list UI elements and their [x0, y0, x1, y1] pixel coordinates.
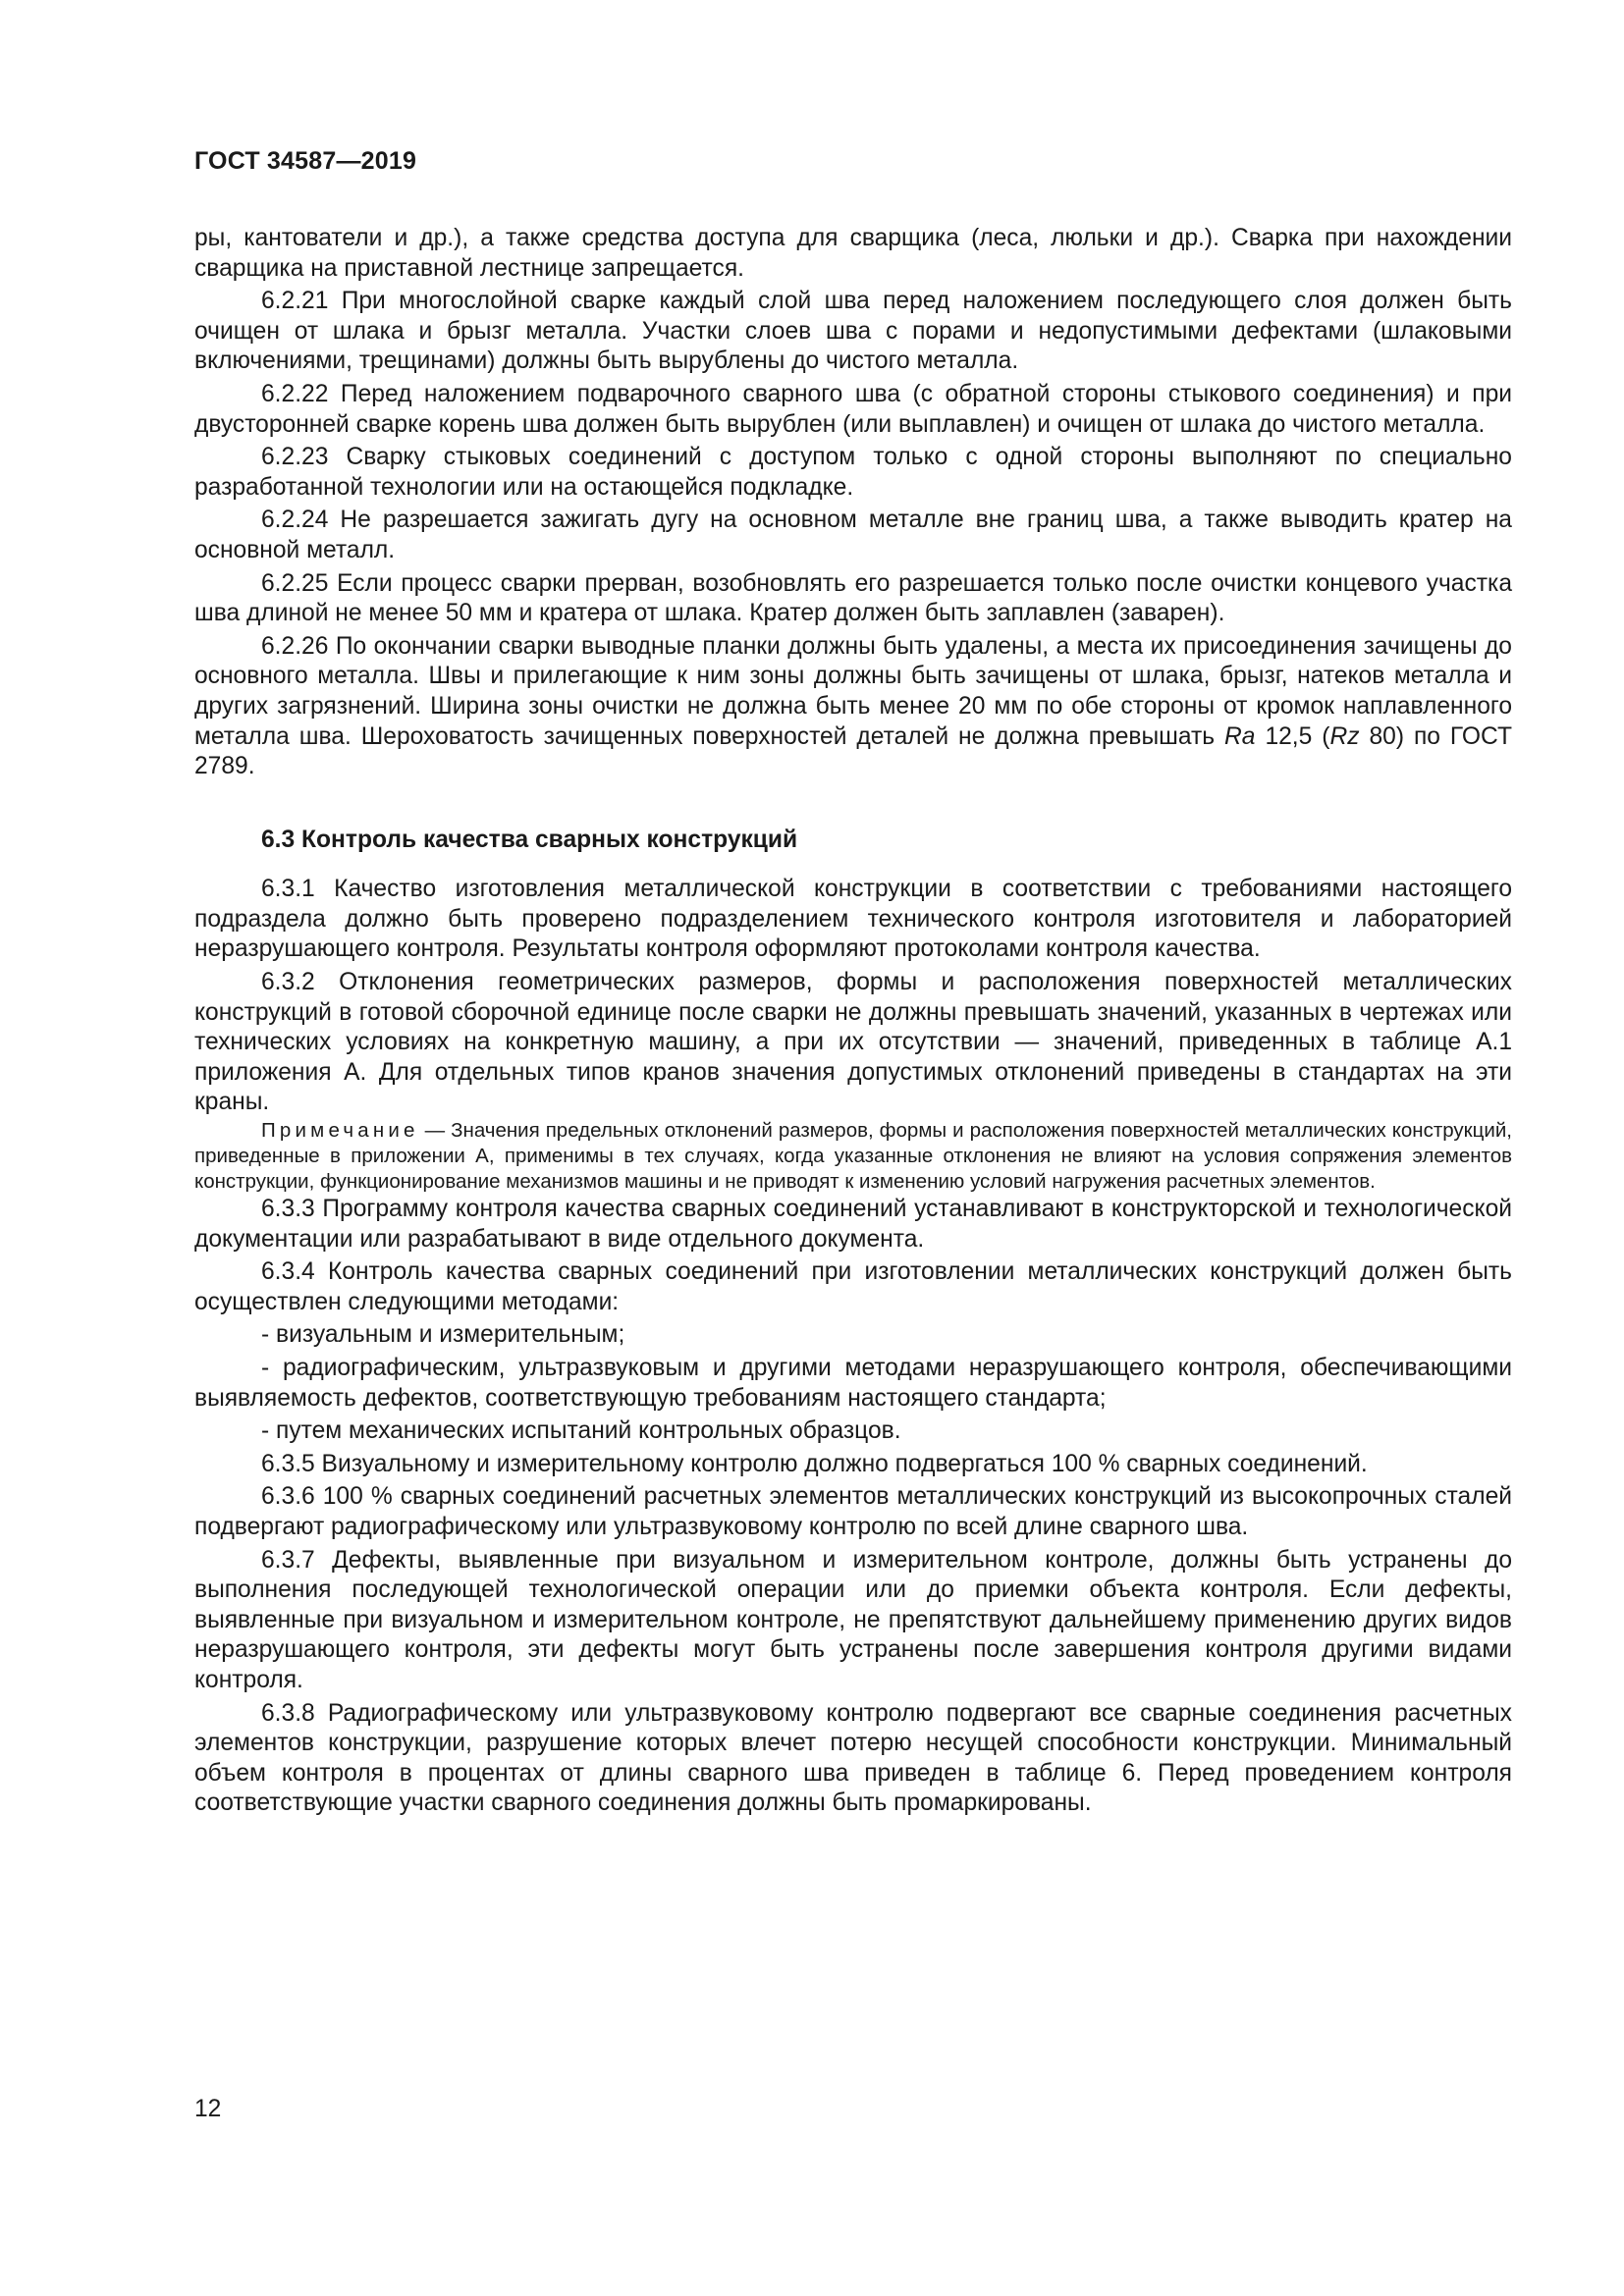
clause-text: Визуальному и измерительному контролю должно подвергаться 100 % сварных соединений.: [321, 1450, 1368, 1477]
clause-number: 6.3.5: [261, 1450, 315, 1477]
clause-text: Если процесс сварки прерван, возобновлять его разрешается только после очистки концевого участка шва длиной не менее 50 мм и кратера от шлака. Кратер должен быть заплавлен (заварен).: [194, 569, 1512, 627]
clause-text: Сварку стыковых соединений с доступом только с одной стороны выполняют по специально разработанной технологии или на остающейся подкладке.: [194, 444, 1512, 501]
paragraph-6-3-3: [194, 1195, 1512, 1255]
clause-text: Контроль качества сварных соединений при изготовлении металлических конструкций должен быть осуществлен следующими методами:: [194, 1258, 1512, 1315]
paragraph-6-2-26: [194, 632, 1512, 782]
clause-number: 6.3.4: [261, 1258, 315, 1286]
clause-number: 6.3.3: [261, 1196, 315, 1223]
clause-text: 100 % сварных соединений расчетных элементов металлических конструкций из высокопрочных сталей подвергают радиографическому или ультразвуковому контролю по всей длине сварного шва.: [194, 1483, 1512, 1540]
clause-number: 6.2.23: [261, 444, 329, 471]
clause-number: 6.2.26: [261, 632, 329, 660]
ra-symbol: Ra: [1224, 722, 1256, 750]
paragraph-continuation: ры, кантователи и др.), а также средства доступа для сварщика (леса, люльки и др.). Сварка при нахождении сварщика на приставной лестнице запрещается.: [194, 225, 1512, 282]
clause-text: Радиографическому или ультразвуковому контролю подвергают все сварные соединения расчетных элементов конструкции, разрушение которых влечет потерю несущей способности конструкции. Минимальный объем контроля в процентах от длины сварного шва приведен в таблице 6. Перед проведением контроля соответствующие участки сварного соединения должны быть промаркированы.: [194, 1699, 1512, 1817]
clause-number: 6.2.25: [261, 569, 329, 597]
paragraph-6-2-25: [194, 569, 1512, 629]
clause-text: По окончании сварки выводные планки должны быть удалены, а места их присоединения зачищены до основного металла. Швы и прилегающие к ним зоны должны быть зачищены от шлака, брызг, натеков металла и других загрязнений. Ширина зоны очистки не должна быть менее 20 мм по обе стороны от кромок наплавленного металла шва. Шероховатость зачищенных поверхностей деталей не должна превышать: [194, 632, 1512, 750]
clause-number: 6.3.1: [261, 876, 315, 903]
list-item: - радиографическим, ультразвуковым и другими методами неразрушающего контроля, обеспечивающими выявляемость дефектов, соответствующую требованиям настоящего стандарта;: [194, 1355, 1512, 1412]
paragraph-6-3-2: [194, 968, 1512, 1118]
clause-text: Не разрешается зажигать дугу на основном металле вне границ шва, а также выводить кратер на основной металл.: [194, 507, 1512, 563]
clause-number: 6.2.21: [261, 288, 329, 315]
clause-number: 6.3.2: [261, 969, 315, 996]
note-label: Примечание: [261, 1119, 419, 1143]
paragraph-6-3-8: [194, 1699, 1512, 1819]
clause-text: Качество изготовления металлической конструкции в соответствии с требованиями настоящего подраздела должно быть проверено подразделением технического контроля изготовителя и лабораторией неразрушающего контроля. Результаты контроля оформляют протоколами контроля качества.: [194, 876, 1512, 963]
paragraph-6-3-1: [194, 875, 1512, 965]
note-text: — Значения предельных отклонений размеров, формы и расположения поверхностей металлических конструкций, приведенные в приложении А, применимы в тех случаях, когда указанные отклонения не влияют на условия сопряжения элементов конструкции, функционирование механизмов машины и не приводят к изменению условий нагружения расчетных элементов.: [194, 1119, 1512, 1194]
paragraph-6-3-4: [194, 1257, 1512, 1317]
paragraph-6-3-6: [194, 1482, 1512, 1542]
clause-number: 6.3.6: [261, 1483, 315, 1511]
clause-number: 6.2.24: [261, 507, 329, 534]
clause-text: Программу контроля качества сварных соединений устанавливают в конструкторской и технологической документации или разрабатывают в виде отдельного документа.: [194, 1196, 1512, 1253]
clause-text: Перед наложением подварочного сварного шва (с обратной стороны стыкового соединения) и при двусторонней сварке корень шва должен быть вырублен (или выплавлен) и очищен от шлака до чистого металла.: [194, 380, 1513, 438]
rz-symbol: Rz: [1329, 722, 1360, 750]
ra-value: 12,5 (: [1265, 722, 1330, 750]
clause-number: 6.3.8: [261, 1699, 315, 1727]
clause-number: 6.3.7: [261, 1546, 315, 1574]
clause-number: 6.2.22: [261, 380, 329, 407]
list-item: - визуальным и измерительным;: [261, 1321, 625, 1349]
paragraph-6-2-23: [194, 443, 1512, 503]
paragraph-6-3-5: [194, 1450, 1512, 1480]
rz-value: 80) по ГОСТ 2789.: [194, 722, 1512, 780]
paragraph-6-2-24: [194, 506, 1512, 565]
clause-text: Отклонения геометрических размеров, формы и расположения поверхностей металлических конструкций в готовой сборочной единице после сварки не должны превышать значений, указанных в чертежах или технических условиях на конкретную машину, а при их отсутствии — значений, приведенных в таблице А.1 приложения А. Для отдельных типов кранов значения допустимых отклонений приведены в стандартах на эти краны.: [194, 969, 1512, 1116]
document-code-header: ГОСТ 34587—2019: [194, 147, 417, 175]
paragraph-6-2-22: [194, 380, 1512, 440]
page-number: 12: [194, 2096, 222, 2122]
paragraph-6-2-21: [194, 287, 1512, 377]
clause-text: Дефекты, выявленные при визуальном и измерительном контроле, должны быть устранены до выполнения последующей технологической операции или до приемки объекта контроля. Если дефекты, выявленные при визуальном и измерительном контроле, не препятствуют дальнейшему применению других видов неразрушающего контроля, эти дефекты могут быть устранены после завершения контроля другими видами контроля.: [194, 1546, 1512, 1693]
section-title-6-3: 6.3 Контроль качества сварных конструкций: [261, 826, 798, 853]
paragraph-6-3-7: [194, 1546, 1512, 1696]
note-block: [194, 1118, 1512, 1195]
document-body: [194, 224, 1512, 1819]
list-item: - путем механических испытаний контрольных образцов.: [261, 1417, 901, 1445]
clause-text: При многослойной сварке каждый слой шва перед наложением последующего слоя должен быть очищен от шлака и брызг металла. Участки слоев шва с порами и недопустимыми дефектами (шлаковыми включениями, трещинами) должны быть вырублены до чистого металла.: [194, 288, 1512, 375]
